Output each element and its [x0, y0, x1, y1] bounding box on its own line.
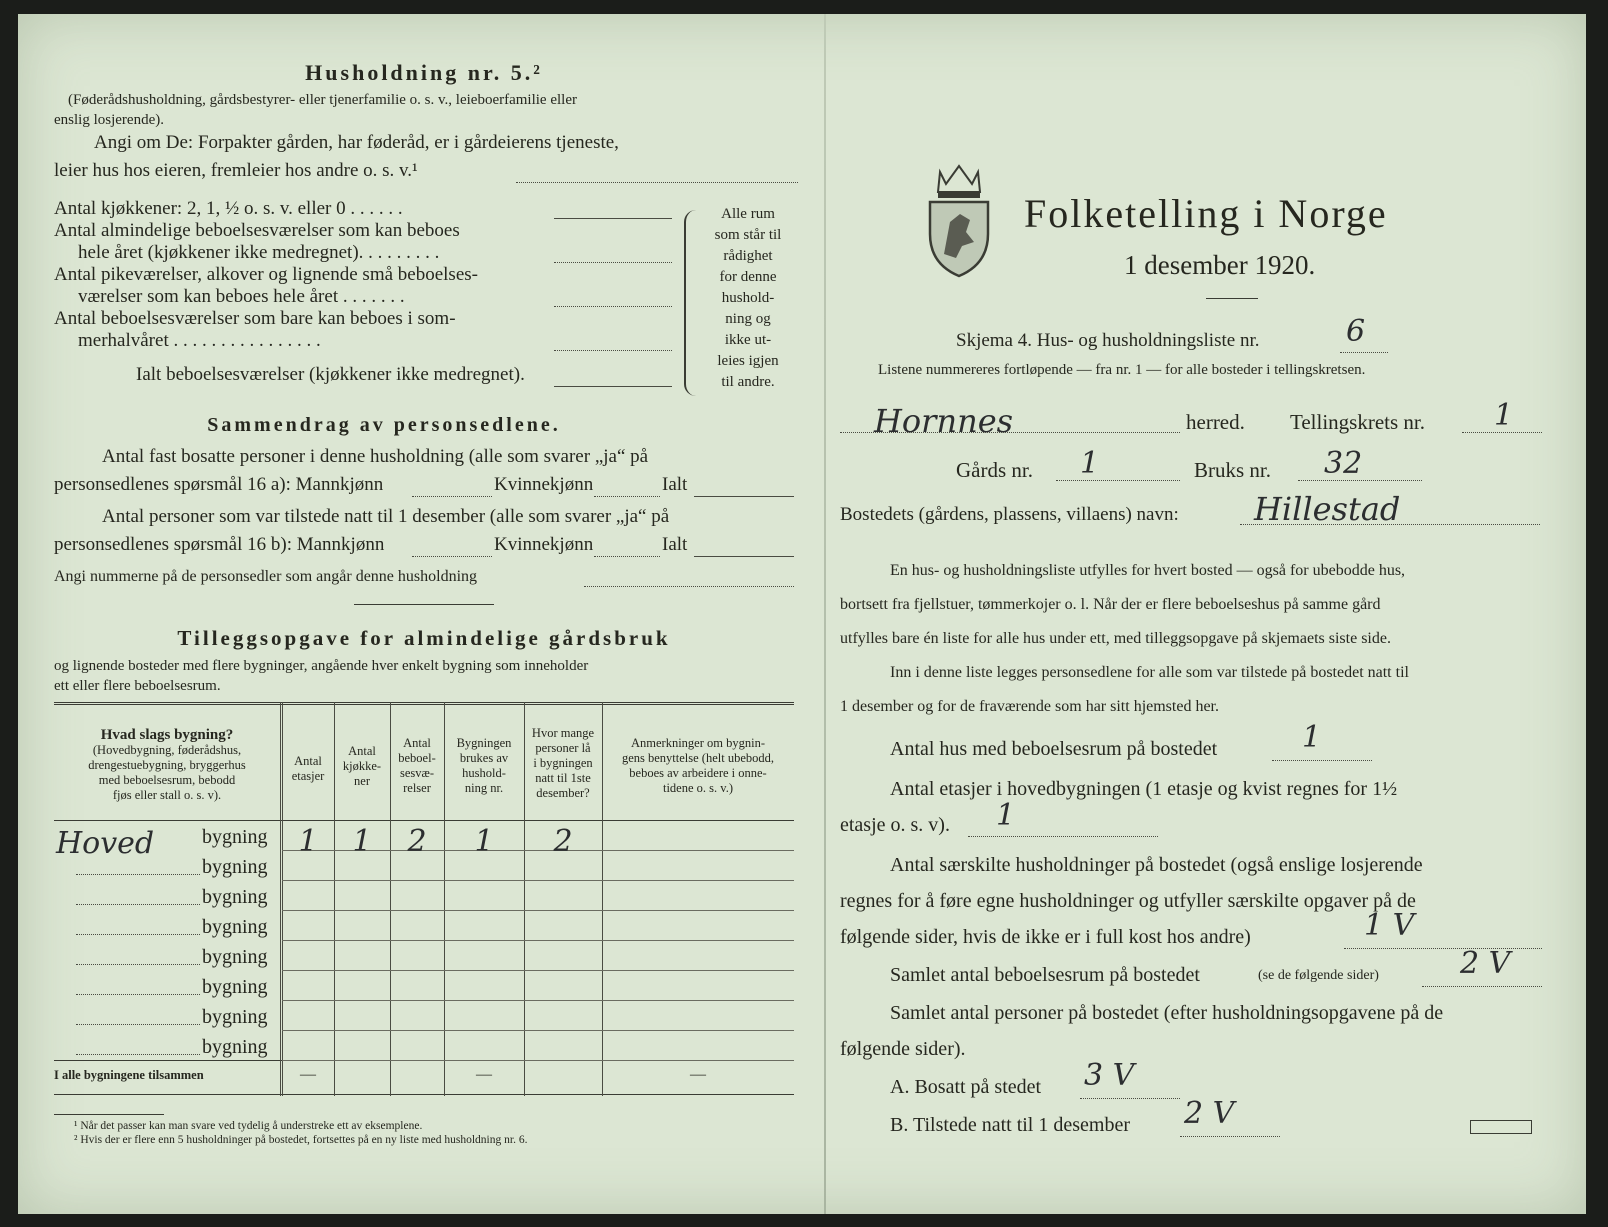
- summary-total-b: Ialt: [662, 534, 688, 555]
- footnote-2: ² Hvis der er flere enn 5 husholdninger på bostedet, fortsettes på en ny liste med husholdning nr. 6.: [74, 1134, 528, 1146]
- summary-title: Sammendrag av personsedlene.: [207, 414, 561, 436]
- a-value: 3 V: [1084, 1058, 1135, 1093]
- rooms-maid-2: værelser som kan beboes hele året . . . . . . .: [78, 286, 405, 307]
- instruction-2: bortsett fra fjellstuer, tømmerkojer o. l. Når der er flere beboelseshus på samme gård: [840, 596, 1381, 613]
- brace: [684, 210, 700, 396]
- row-1-persons: 2: [553, 824, 573, 859]
- household-title: Husholdning nr. 5.²: [305, 60, 543, 85]
- numbering-note: Listene nummereres fortløpende — fra nr. 1 — for alle bosteder i tellingskretsen.: [878, 362, 1366, 378]
- page-fold: [824, 14, 826, 1214]
- col-header-remarks: Anmerkninger om bygnin- gens benyttelse (helt ubebodd, beboes av arbeidere i onne- tidene o. s. v.): [621, 736, 775, 795]
- row-building-label: bygning: [202, 976, 268, 998]
- q-etasjer-value: 1: [996, 798, 1016, 833]
- krets-value: 1: [1494, 398, 1514, 433]
- brace-note: Alle rum som står til rådighet for denne hushold- ning og ikke ut- leies igjen til andre.: [714, 206, 782, 390]
- row-building-label: bygning: [202, 1036, 268, 1058]
- q-pers-2: følgende sider).: [840, 1038, 966, 1060]
- gards-label: Gårds nr.: [956, 458, 1033, 482]
- intro-line-4: leier hus hos eieren, fremleier hos andre o. s. v.¹: [54, 160, 418, 181]
- intro-line-1: (Føderådshusholdning, gårdsbestyrer- eller tjenerfamilie o. s. v., leieboerfamilie eller: [68, 92, 577, 108]
- herred-value: Hornnes: [874, 402, 1014, 440]
- summary-female-b: Kvinnekjønn: [494, 534, 594, 555]
- footnote-1: ¹ Når det passer kan man svare ved tydelig å understreke ett av eksemplene.: [74, 1120, 423, 1132]
- schema-label: Skjema 4. Hus- og husholdningsliste nr.: [956, 330, 1260, 351]
- row-building-label: bygning: [202, 946, 268, 968]
- schema-value: 6: [1346, 314, 1366, 349]
- row-1-rooms: 2: [407, 824, 427, 859]
- summary-line-4: personsedlenes spørsmål 16 b): Mannkjønn: [54, 534, 385, 555]
- rooms-kitchens: Antal kjøkkener: 2, 1, ½ o. s. v. eller 0 . . . . . .: [54, 198, 403, 219]
- bosted-value: Hillestad: [1254, 490, 1401, 528]
- q-hush-2: regnes for å føre egne husholdninger og utfyller særskilte opgaver på de: [840, 890, 1416, 912]
- right-page: [840, 14, 1564, 1214]
- census-sheet: [18, 14, 1586, 1214]
- row-1-floors: 1: [298, 824, 318, 859]
- instruction-4: Inn i denne liste legges personsedlene for alle som var tilstede på bostedet natt til: [890, 664, 1409, 681]
- col-header-household: Bygningen brukes av hushold- ning nr.: [456, 736, 512, 795]
- census-date: 1 desember 1920.: [1124, 250, 1316, 280]
- total-floors-dash: —: [300, 1066, 316, 1083]
- col-header-floors: Antal etasjer: [291, 754, 325, 783]
- q-pers-1: Samlet antal personer på bostedet (efter husholdningsopgavene på de: [890, 1002, 1444, 1024]
- rooms-total: Ialt beboelsesværelser (kjøkkener ikke medregnet).: [136, 364, 525, 385]
- row-1-household: 1: [474, 824, 494, 859]
- rooms-maid: Antal pikeværelser, alkover og lignende små beboelses-: [54, 264, 478, 285]
- col-header-rooms: Antal beboel- sesvæ- relser: [398, 736, 436, 795]
- q-etasjer-2: etasje o. s. v).: [840, 814, 950, 836]
- col-header-building: Hvad slags bygning? (Hovedbygning, føderådshus, drengestuebygning, bryggerhus med beboelsesrum, bebodd fjøs eller stall o. s. v).: [88, 727, 246, 802]
- row-building-label: bygning: [202, 886, 268, 908]
- instruction-5: 1 desember og for de fraværende som har sitt hjemsted her.: [840, 698, 1219, 715]
- q-hush-value: 1 V: [1364, 908, 1415, 943]
- summary-line-2: personsedlenes spørsmål 16 a): Mannkjønn: [54, 474, 384, 495]
- summary-line-1: Antal fast bosatte personer i denne husholdning (alle som svarer „ja“ på: [102, 446, 649, 467]
- census-title: Folketelling i Norge: [1024, 191, 1388, 236]
- q-hus-label: Antal hus med beboelsesrum på bostedet: [890, 738, 1218, 760]
- krets-label: Tellingskrets nr.: [1290, 410, 1426, 434]
- col-header-kitchens: Antal kjøkke- ner: [342, 744, 382, 788]
- rooms-ordinary-2: hele året (kjøkkener ikke medregnet). . . . . . . . .: [78, 242, 440, 263]
- col-header-persons: Hvor mange personer lå i bygningen natt til 1ste desember?: [531, 726, 595, 800]
- coat-of-arms-icon: [926, 162, 992, 280]
- total-household-dash: —: [476, 1066, 492, 1083]
- b-label: B. Tilstede natt til 1 desember: [890, 1114, 1130, 1136]
- summary-total-a: Ialt: [662, 474, 688, 495]
- instruction-1: En hus- og husholdningsliste utfylles for hvert bosted — også for ubebodde hus,: [890, 562, 1406, 579]
- intro-line-2: enslig losjerende).: [54, 112, 164, 128]
- printer-stamp: [1470, 1120, 1532, 1134]
- q-rum-note: (se de følgende sider): [1258, 968, 1379, 983]
- rooms-summer-2: merhalvåret . . . . . . . . . . . . . . . .: [78, 330, 321, 351]
- row-1-kitchens: 1: [352, 824, 372, 859]
- a-label: A. Bosatt på stedet: [890, 1076, 1042, 1098]
- row-building-label: bygning: [202, 826, 268, 848]
- row-building-label: bygning: [202, 1006, 268, 1028]
- row-building-label: bygning: [202, 916, 268, 938]
- bruks-value: 32: [1324, 446, 1363, 481]
- herred-label: herred.: [1186, 410, 1245, 434]
- supplement-intro-2: ett eller flere beboelsesrum.: [54, 678, 221, 694]
- bruks-label: Bruks nr.: [1194, 458, 1272, 482]
- q-hush-3: følgende sider, hvis de ikke er i full kost hos andre): [840, 926, 1251, 948]
- total-label: I alle bygningene tilsammen: [54, 1068, 204, 1082]
- instruction-3: utfylles bare én liste for alle hus under ett, med tilleggsopgave på skjemaets siste side.: [840, 630, 1391, 647]
- q-rum-value: 2 V: [1460, 946, 1511, 981]
- b-value: 2 V: [1184, 1096, 1235, 1131]
- rooms-ordinary: Antal almindelige beboelsesværelser som kan beboes: [54, 220, 460, 241]
- total-remarks-dash: —: [690, 1066, 706, 1083]
- q-etasjer-1: Antal etasjer i hovedbygningen (1 etasje og kvist regnes for 1½: [890, 778, 1398, 800]
- intro-line-3: Angi om De: Forpakter gården, har føderåd, er i gårdeierens tjeneste,: [94, 132, 619, 153]
- summary-line-3: Antal personer som var tilstede natt til 1 desember (alle som svarer „ja“ på: [102, 506, 670, 527]
- q-hush-1: Antal særskilte husholdninger på bostedet (også enslige losjerende: [890, 854, 1423, 876]
- row-building-label: bygning: [202, 856, 268, 878]
- summary-line-5: Angi nummerne på de personsedler som angår denne husholdning: [54, 568, 478, 585]
- q-hus-value: 1: [1302, 720, 1322, 755]
- supplement-title: Tilleggsopgave for almindelige gårdsbruk: [177, 626, 671, 650]
- bosted-label: Bostedets (gårdens, plassens, villaens) navn:: [840, 504, 1179, 525]
- q-rum-label: Samlet antal beboelsesrum på bostedet: [890, 964, 1200, 986]
- gards-value: 1: [1080, 446, 1100, 481]
- summary-female-a: Kvinnekjønn: [494, 474, 594, 495]
- supplement-intro-1: og lignende bosteder med flere bygninger, angående hver enkelt bygning som inneholder: [54, 658, 589, 674]
- row-1-building-hand: Hoved: [56, 826, 155, 861]
- left-page: [54, 14, 794, 1214]
- rooms-summer: Antal beboelsesværelser som bare kan beboes i som-: [54, 308, 456, 329]
